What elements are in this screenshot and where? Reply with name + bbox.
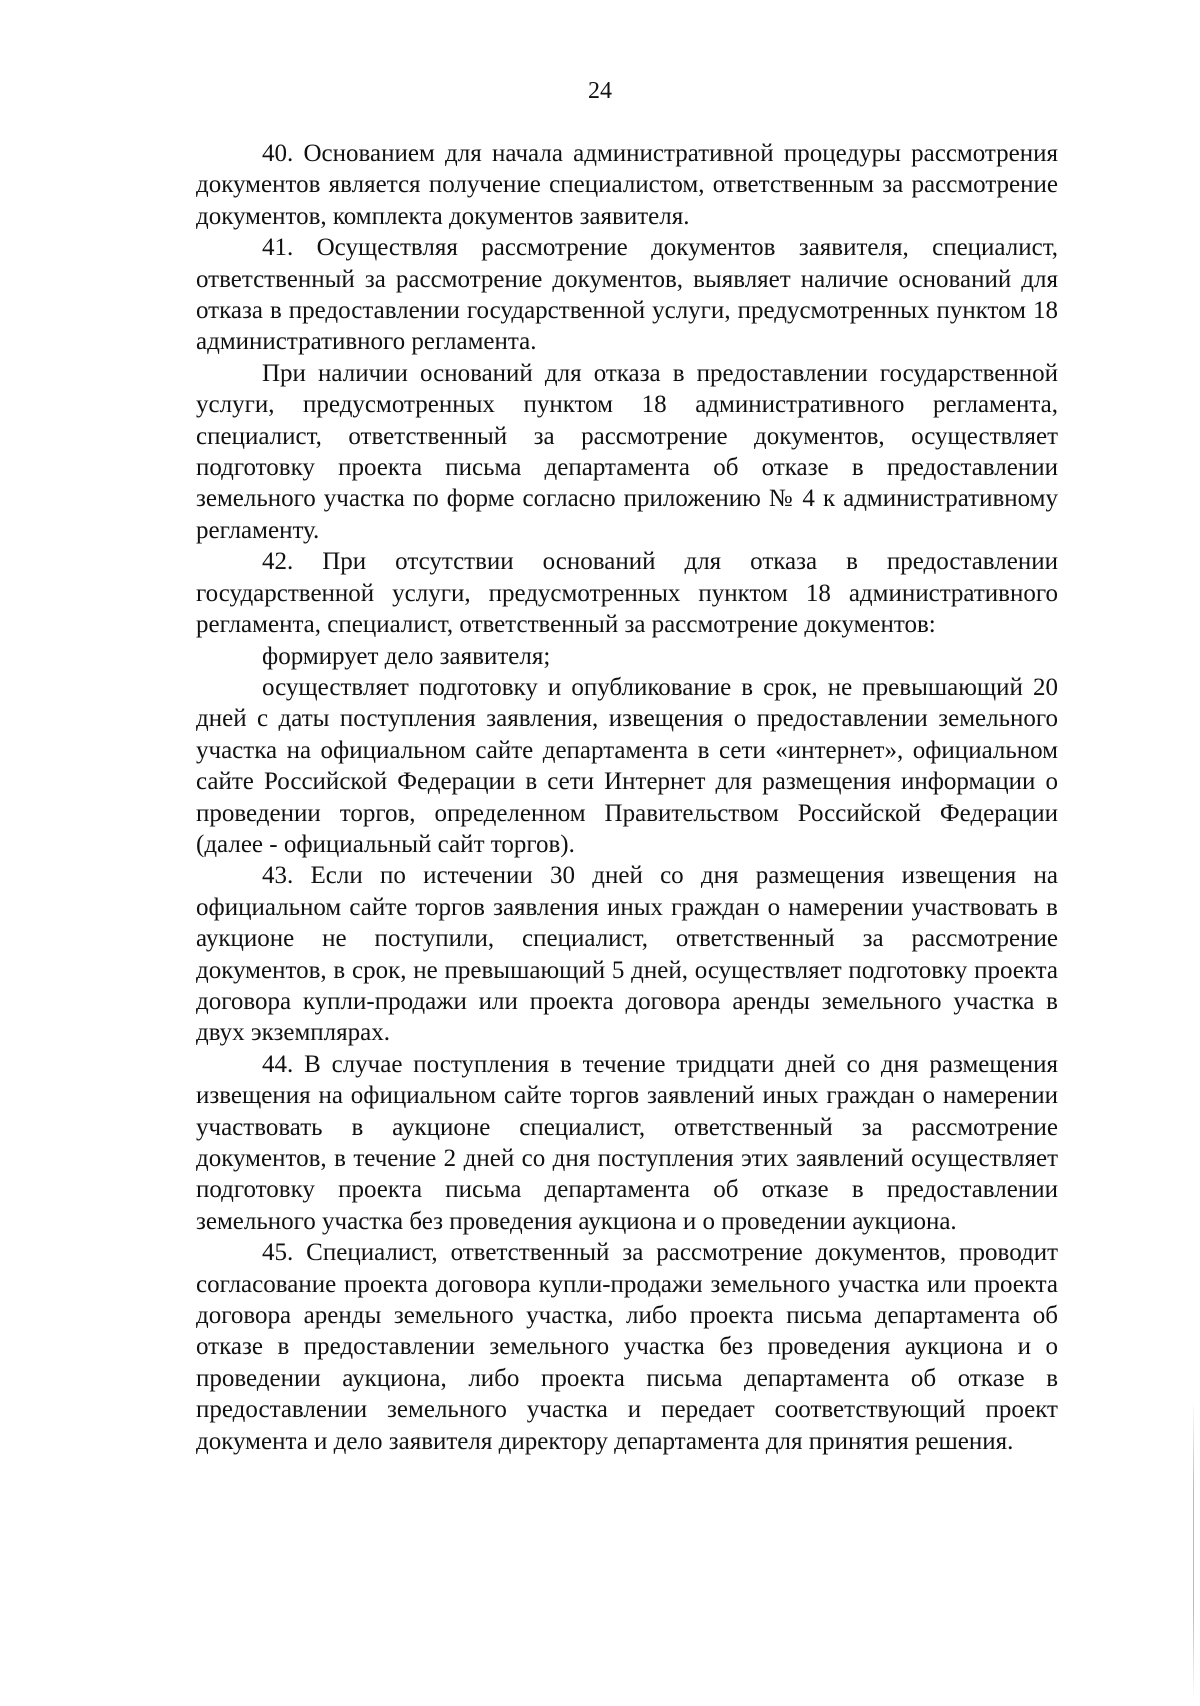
paragraph-40: 40. Основанием для начала административной процедуры рассмотрения документов является получение специалистом, ответственным за рассмотрение документов, комплекта документов заявителя. bbox=[196, 140, 1058, 230]
paragraph-44: 44. В случае поступления в течение тридцати дней со дня размещения извещения на официальном сайте торгов заявлений иных граждан о намерении участвовать в аукционе специалист, ответственный за рассмотрение документов, в течение 2 дней со дня поступления этих заявлений осуществляет подготовку проекта письма департамента об отказе в предоставлении земельного участка без проведения аукциона и о проведении аукциона. bbox=[196, 1050, 1058, 1235]
paragraph-42-item-file: формирует дело заявителя; bbox=[262, 642, 551, 670]
scan-edge-mark bbox=[1193, 1400, 1194, 1700]
paragraph-42: 42. При отсутствии оснований для отказа в предоставлении государственной услуги, предусмотренных пунктом 18 административного регламента, специалист, ответственный за рассмотрение документов: bbox=[196, 548, 1058, 639]
paragraph-43: 43. Если по истечении 30 дней со дня размещения извещения на официальном сайте торгов заявления иных граждан о намерении участвовать в аукционе не поступили, специалист, ответственный за рассмотрение документов, в срок, не превышающий 5 дней, осуществляет подготовку проекта договора купли-продажи или проекта договора аренды земельного участка в двух экземплярах. bbox=[196, 862, 1058, 1047]
paragraph-41: 41. Осуществляя рассмотрение документов заявителя, специалист, ответственный за рассмотрение документов, выявляет наличие оснований для отказа в предоставлении государственной услуги, предусмотренных пунктом 18 административного регламента. bbox=[196, 234, 1058, 356]
paragraph-45: 45. Специалист, ответственный за рассмотрение документов, проводит согласование проекта договора купли-продажи земельного участка или проекта договора аренды земельного участка, либо проекта письма департамента об отказе в предоставлении земельного участка без проведения аукциона и о проведении аукциона, либо проекта письма департамента об отказе в предоставлении земельного участка и передает соответствующий проект документа и дело заявителя директору департамента для принятия решения. bbox=[196, 1239, 1058, 1455]
document-body bbox=[196, 138, 1058, 1457]
page-number: 24 bbox=[588, 78, 612, 104]
paragraph-42-item-publication: осуществляет подготовку и опубликование в срок, не превышающий 20 дней с даты поступления заявления, извещения о предоставлении земельного участка на официальном сайте департамента в сети «интернет», официальном сайте Российской Федерации в сети Интернет для размещения информации о проведении торгов, определенном Правительством Российской Федерации (далее - официальный сайт торгов). bbox=[196, 673, 1058, 858]
paragraph-41-refusal: При наличии оснований для отказа в предоставлении государственной услуги, предусмотренных пунктом 18 административного регламента, специалист, ответственный за рассмотрение документов, осуществляет подготовку проекта письма департамента об отказе в предоставлении земельного участка по форме согласно приложению № 4 к административному регламенту. bbox=[196, 359, 1058, 544]
